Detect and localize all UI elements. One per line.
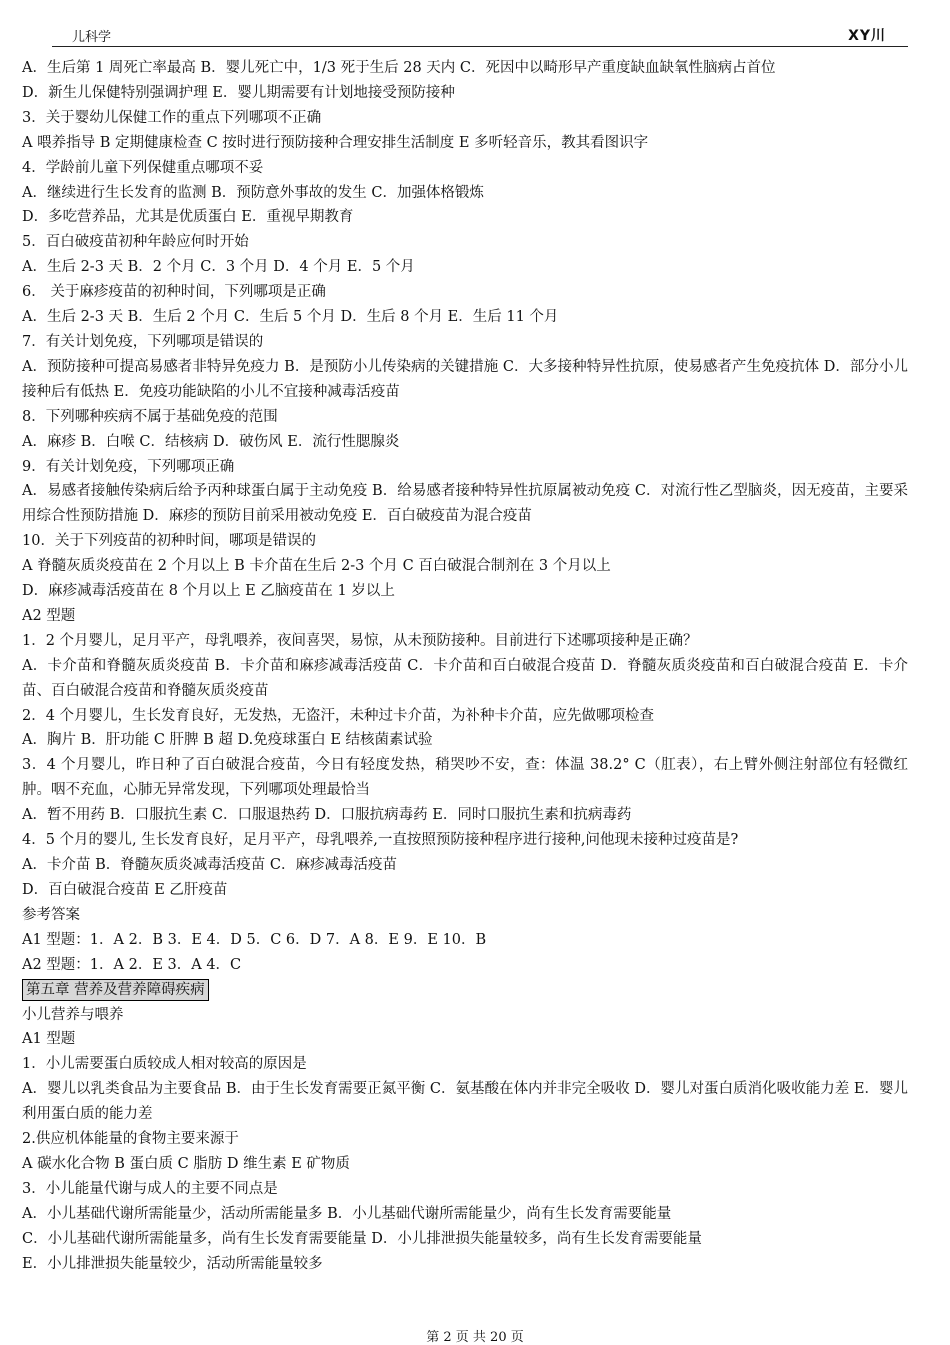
question-line: 3．关于婴幼儿保健工作的重点下列哪项不正确: [22, 109, 322, 126]
question-line: 10．关于下列疫苗的初种时间，哪项是错误的: [22, 533, 316, 550]
text-line: A．小儿基础代谢所需能量少，活动所需能量多 B．小儿基础代谢所需能量少，尚有生长发育需要能量: [22, 1205, 672, 1222]
text-line: A．婴儿以乳类食品为主要食品 B．由于生长发育需要正氮平衡 C．氨基酸在体内并非完全吸收 D．婴儿对蛋白质消化吸收能力差 E．婴儿利用蛋白质的能力差: [22, 1081, 908, 1123]
text-line: A．卡介苗 B．脊髓灰质炎减毒活疫苗 C．麻疹减毒活疫苗: [22, 857, 397, 873]
document-body: [22, 56, 908, 1277]
header-title: 儿科学: [72, 30, 112, 45]
question-line: 7．有关计划免疫，下列哪项是错误的: [22, 333, 264, 350]
question-line: 3．4 个月婴儿，昨日种了百白破混合疫苗，今日有轻度发热，稍哭吵不安，查：体温 38.2° C（肛表），右上臂外侧注射部位有轻微红肿。咽不充血，心肺无异常发现，下列哪项处理最恰当: [22, 757, 908, 799]
question-line: 6． 关于麻疹疫苗的初种时间，下列哪项是正确: [22, 284, 326, 301]
section-heading: A2 型题: [22, 607, 76, 624]
text-line: A．生后 2-3 天 B．生后 2 个月 C．生后 5 个月 D．生后 8 个月 E．生后 11 个月: [22, 309, 559, 326]
page-header: [52, 24, 908, 47]
answer-line: A1 型题：1．A 2．B 3．E 4．D 5．C 6．D 7．A 8．E 9．E 10．B: [22, 931, 487, 948]
chapter-title: 第五章 营养及营养障碍疾病: [22, 979, 209, 1001]
text-line: A 碳水化合物 B 蛋白质 C 脂肪 D 维生素 E 矿物质: [22, 1155, 350, 1172]
text-line: A．易感者接触传染病后给予丙种球蛋白属于主动免疫 B．给易感者接种特异性抗原属被动免疫 C．对流行性乙型脑炎，因无疫苗，主要采用综合性预防措施 D．麻疹的预防目前采用被动免疫 E．百白破疫苗为混合疫苗: [22, 483, 908, 525]
section-heading: 参考答案: [22, 906, 80, 923]
question-line: 4．5 个月的婴儿, 生长发育良好，足月平产，母乳喂养,一直按照预防接种程序进行接种,问他现未接种过疫苗是?: [22, 832, 739, 849]
text-line: E．小儿排泄损失能量较少，活动所需能量较多: [22, 1255, 323, 1272]
question-line: 3．小儿能量代谢与成人的主要不同点是: [22, 1180, 278, 1197]
question-line: 8．下列哪种疾病不属于基础免疫的范围: [22, 408, 278, 425]
text-line: A 喂养指导 B 定期健康检查 C 按时进行预防接种合理安排生活制度 E 多听轻音乐，教其看图识字: [22, 134, 649, 151]
text-line: A．胸片 B．肝功能 C 肝脾 B 超 D.免疫球蛋白 E 结核菌素试验: [22, 732, 433, 749]
question-line: 5．百白破疫苗初种年龄应何时开始: [22, 234, 249, 251]
text-line: A．生后 2-3 天 B．2 个月 C．3 个月 D．4 个月 E．5 个月: [22, 259, 415, 276]
question-line: 2.供应机体能量的食物主要来源于: [22, 1131, 239, 1148]
text-line: D．新生儿保健特别强调护理 E．婴儿期需要有计划地接受预防接种: [22, 84, 455, 101]
question-line: 1．小儿需要蛋白质较成人相对较高的原因是: [22, 1056, 307, 1073]
question-line: 9．有关计划免疫，下列哪项正确: [22, 458, 235, 475]
section-heading: A1 型题: [22, 1031, 76, 1048]
text-line: A．麻疹 B．白喉 C．结核病 D．破伤风 E．流行性腮腺炎: [22, 433, 400, 450]
text-line: D．麻疹减毒活疫苗在 8 个月以上 E 乙脑疫苗在 1 岁以上: [22, 583, 395, 600]
page-footer: 第 2 页 共 20 页: [426, 1330, 524, 1345]
text-line: A．暂不用药 B．口服抗生素 C．口服退热药 D．口服抗病毒药 E．同时口服抗生素和抗病毒药: [22, 807, 632, 824]
text-line: A．预防接种可提高易感者非特异免疫力 B．是预防小儿传染病的关键措施 C．大多接种特异性抗原，使易感者产生免疫抗体 D．部分小儿接种后有低热 E．免疫功能缺陷的小儿不宜接种减毒活疫苗: [22, 358, 908, 400]
section-heading: 小儿营养与喂养: [22, 1006, 124, 1023]
text-line: C．小儿基础代谢所需能量多，尚有生长发育需要能量 D．小儿排泄损失能量较多，尚有生长发育需要能量: [22, 1230, 702, 1247]
header-mark: XY川: [848, 28, 886, 44]
answer-line: A2 型题：1．A 2．E 3．A 4．C: [22, 956, 242, 973]
question-line: 1．2 个月婴儿，足月平产，母乳喂养，夜间喜哭，易惊，从未预防接种。目前进行下述哪项接种是正确？: [22, 632, 698, 649]
text-line: A．生后第 1 周死亡率最高 B．婴儿死亡中，1/3 死于生后 28 天内 C．死因中以畸形早产重度缺血缺氧性脑病占首位: [22, 60, 776, 76]
text-line: D．百白破混合疫苗 E 乙肝疫苗: [22, 881, 228, 898]
text-line: A．继续进行生长发育的监测 B．预防意外事故的发生 C．加强体格锻炼: [22, 184, 484, 201]
question-line: 2．4 个月婴儿，生长发育良好，无发热，无盗汗，未种过卡介苗，为补种卡介苗，应先做哪项检查: [22, 707, 655, 724]
text-line: D．多吃营养品，尤其是优质蛋白 E．重视早期教育: [22, 209, 354, 226]
text-line: A 脊髓灰质炎疫苗在 2 个月以上 B 卡介苗在生后 2-3 个月 C 百白破混合制剂在 3 个月以上: [22, 558, 611, 575]
text-line: A．卡介苗和脊髓灰质炎疫苗 B．卡介苗和麻疹减毒活疫苗 C．卡介苗和百白破混合疫苗 D．脊髓灰质炎疫苗和百白破混合疫苗 E．卡介苗、百白破混合疫苗和脊髓灰质炎疫苗: [22, 657, 908, 699]
question-line: 4．学龄前儿童下列保健重点哪项不妥: [22, 159, 264, 176]
